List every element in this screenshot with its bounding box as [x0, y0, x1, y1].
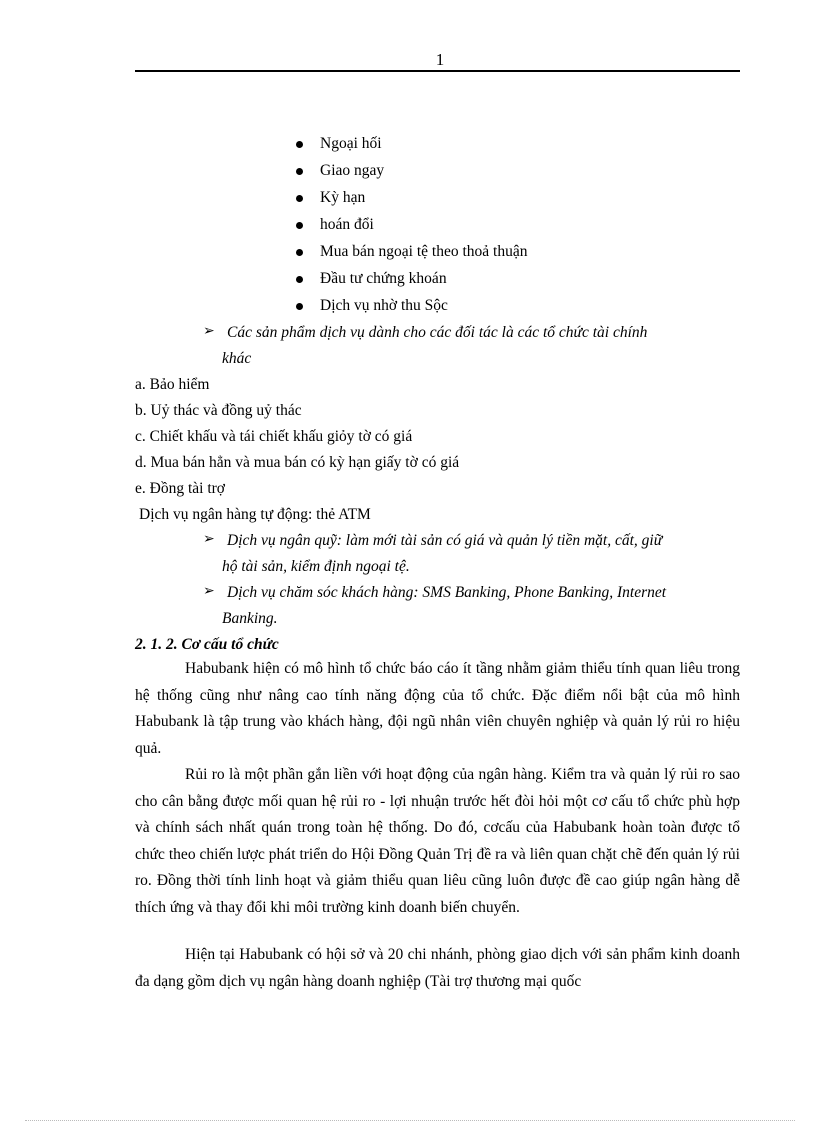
- arrow-bullet-icon: ➢: [203, 584, 215, 599]
- arrow-item-line: khác: [222, 350, 252, 367]
- bullet-dot-icon: [296, 141, 303, 148]
- arrow-item-line: Dịch vụ chăm sóc khách hàng: SMS Banking, Phone Banking, Internet: [227, 584, 667, 601]
- header-rule: [135, 70, 740, 72]
- bullet-dot-icon: [296, 168, 303, 175]
- paragraph: Rủi ro là một phần gắn liền với hoạt động của ngân hàng. Kiểm tra và quản lý rủi ro sao cho cân bằng được mối quan hệ rủi ro - lợi nhuận trước hết đòi hỏi một cơ cấu tổ chức phù hợp và chính sách nhất quán trong toàn hệ thống. Do đó, cơcấu của Habubank hoàn toàn được tổ chức theo chiến lược phát triển do Hội Đồng Quản Trị đề ra và liên quan chặt chẽ đến quản lý rủi ro. Đồng thời tính linh hoạt và giảm thiểu quan liêu cũng luôn được đề cao giúp ngân hàng dễ thích ứng và thay đổi khi môi trường kinh doanh biến chuyển.: [135, 766, 740, 916]
- list-item: Dịch vụ nhờ thu Sộc: [320, 296, 448, 316]
- arrow-item-line: Các sản phẩm dịch vụ dành cho các đối tác là các tổ chức tài chính: [227, 324, 648, 341]
- list-item: Kỳ hạn: [320, 188, 365, 208]
- arrow-bullet-icon: ➢: [203, 324, 215, 339]
- atm-line: Dịch vụ ngân hàng tự động: thẻ ATM: [139, 506, 371, 523]
- bullet-dot-icon: [296, 276, 303, 283]
- list-item: Đầu tư chứng khoán: [320, 269, 447, 289]
- list-item: hoán đổi: [320, 215, 374, 235]
- list-item: e. Đồng tài trợ: [135, 480, 225, 497]
- section-heading: 2. 1. 2. Cơ cấu tổ chức: [135, 636, 279, 653]
- footer-rule: [25, 1120, 795, 1121]
- list-item: Mua bán ngoại tệ theo thoả thuận: [320, 242, 527, 262]
- bullet-dot-icon: [296, 222, 303, 229]
- arrow-item-line: hộ tài sản, kiểm định ngoại tệ.: [222, 558, 410, 575]
- arrow-bullet-icon: ➢: [203, 532, 215, 547]
- arrow-item-line: Dịch vụ ngân quỹ: làm mới tài sản có giá và quản lý tiền mặt, cất, giữ: [227, 532, 663, 549]
- page-number: 1: [435, 50, 445, 69]
- bullet-dot-icon: [296, 249, 303, 256]
- bullet-dot-icon: [296, 195, 303, 202]
- list-item: a. Bảo hiểm: [135, 376, 210, 393]
- list-item: c. Chiết khấu và tái chiết khấu giỏy tờ có giá: [135, 428, 413, 445]
- list-item: Giao ngay: [320, 161, 384, 181]
- paragraph: Hiện tại Habubank có hội sở và 20 chi nhánh, phòng giao dịch với sản phẩm kinh doanh đa dạng gồm dịch vụ ngân hàng doanh nghiệp (Tài trợ thương mại quốc: [135, 946, 740, 990]
- paragraph: Habubank hiện có mô hình tổ chức báo cáo ít tầng nhằm giảm thiểu tính quan liêu trong hệ thống cũng như nâng cao tính năng động của tổ chức. Đặc điểm nổi bật của mô hình Habubank là tập trung vào khách hàng, đội ngũ nhân viên chuyên nghiệp và quản lý rủi ro hiệu quả.: [135, 660, 740, 757]
- list-item: b. Uỷ thác và đồng uỷ thác: [135, 402, 302, 419]
- arrow-item-line: Banking.: [222, 610, 278, 627]
- bullet-dot-icon: [296, 303, 303, 310]
- list-item: Ngoại hối: [320, 134, 382, 154]
- list-item: d. Mua bán hẳn và mua bán có kỳ hạn giấy tờ có giá: [135, 454, 460, 471]
